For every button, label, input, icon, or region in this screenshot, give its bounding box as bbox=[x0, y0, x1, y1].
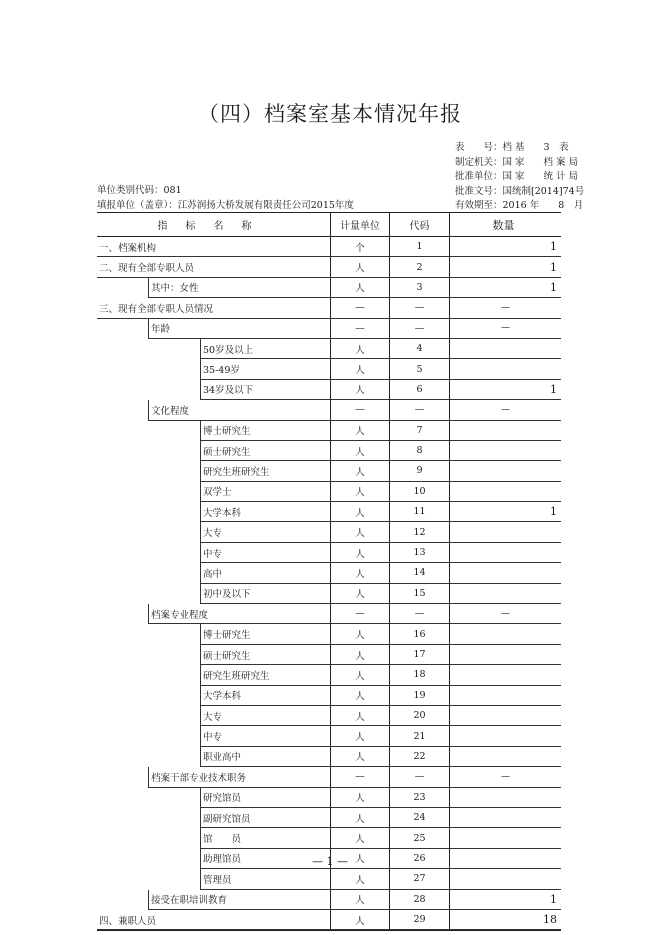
row-qty: 1 bbox=[449, 237, 561, 257]
row-qty: 18 bbox=[449, 910, 561, 930]
row-unit: 人 bbox=[330, 339, 389, 359]
row-code: 11 bbox=[389, 502, 449, 522]
row-name: 35-49岁 bbox=[200, 359, 330, 379]
table-row bbox=[97, 910, 561, 930]
row-name-cell bbox=[97, 788, 330, 808]
table-row bbox=[97, 665, 561, 685]
row-qty bbox=[449, 747, 561, 767]
table-row bbox=[97, 726, 561, 746]
row-qty bbox=[449, 584, 561, 604]
row-code: — bbox=[389, 319, 449, 339]
row-code: 6 bbox=[389, 380, 449, 400]
table-header bbox=[97, 213, 561, 237]
row-name-cell bbox=[97, 298, 330, 318]
table-row bbox=[97, 604, 561, 624]
row-name-cell bbox=[97, 380, 330, 400]
row-name-cell bbox=[97, 767, 330, 787]
header-unit: 计量单位 bbox=[330, 213, 389, 236]
row-code: 8 bbox=[389, 441, 449, 461]
row-name-cell bbox=[97, 910, 330, 930]
table-row bbox=[97, 543, 561, 563]
row-name: 接受在职培训教育 bbox=[148, 890, 330, 910]
table-row bbox=[97, 645, 561, 665]
row-unit: 人 bbox=[330, 461, 389, 481]
row-unit: 人 bbox=[330, 563, 389, 583]
row-qty bbox=[449, 482, 561, 502]
row-qty bbox=[449, 828, 561, 848]
header-code: 代码 bbox=[389, 213, 449, 236]
header-qty: 数量 bbox=[449, 213, 561, 236]
row-code: 14 bbox=[389, 563, 449, 583]
table-row bbox=[97, 767, 561, 787]
table-row bbox=[97, 257, 561, 277]
row-name-cell bbox=[97, 461, 330, 481]
row-name: 馆 员 bbox=[200, 828, 330, 848]
row-unit: 人 bbox=[330, 278, 389, 298]
row-unit: 个 bbox=[330, 237, 389, 257]
row-code: 9 bbox=[389, 461, 449, 481]
row-code: — bbox=[389, 767, 449, 787]
row-unit: 人 bbox=[330, 380, 389, 400]
row-code: — bbox=[389, 604, 449, 624]
row-unit: 人 bbox=[330, 584, 389, 604]
row-name-cell bbox=[97, 563, 330, 583]
row-qty bbox=[449, 808, 561, 828]
row-name: 双学士 bbox=[200, 482, 330, 502]
row-unit: 人 bbox=[330, 910, 389, 930]
row-name: 一、档案机构 bbox=[97, 237, 330, 257]
row-code: 29 bbox=[389, 910, 449, 930]
row-name: 文化程度 bbox=[148, 400, 330, 420]
row-name-cell bbox=[97, 339, 330, 359]
row-qty bbox=[449, 665, 561, 685]
table-row bbox=[97, 869, 561, 889]
page-title: （四）档案室基本情况年报 bbox=[198, 102, 462, 126]
table-row bbox=[97, 461, 561, 481]
row-name-cell bbox=[97, 665, 330, 685]
row-name: 硕士研究生 bbox=[200, 645, 330, 665]
row-code: 24 bbox=[389, 808, 449, 828]
row-unit: 人 bbox=[330, 788, 389, 808]
reporting-info bbox=[97, 184, 354, 213]
row-name: 副研究馆员 bbox=[200, 808, 330, 828]
row-code: 3 bbox=[389, 278, 449, 298]
row-code: 21 bbox=[389, 726, 449, 746]
row-name: 大学本科 bbox=[200, 686, 330, 706]
row-name-cell bbox=[97, 237, 330, 257]
form-metadata bbox=[455, 141, 584, 214]
row-qty bbox=[449, 421, 561, 441]
row-name: 档案专业程度 bbox=[148, 604, 330, 624]
row-qty bbox=[449, 706, 561, 726]
row-name-cell bbox=[97, 421, 330, 441]
row-qty: 1 bbox=[449, 278, 561, 298]
row-qty bbox=[449, 645, 561, 665]
row-qty bbox=[449, 441, 561, 461]
row-name: 管理员 bbox=[200, 869, 330, 889]
meta-issuing-authority: 制定机关： 国 家 档 案 局 bbox=[455, 156, 579, 168]
row-qty: — bbox=[449, 604, 561, 624]
row-name-cell bbox=[97, 808, 330, 828]
meta-form-number: 表 号： 档 基 3 表 bbox=[455, 142, 569, 153]
row-code: 7 bbox=[389, 421, 449, 441]
row-unit: 人 bbox=[330, 359, 389, 379]
row-unit: 人 bbox=[330, 502, 389, 522]
row-unit: 人 bbox=[330, 665, 389, 685]
row-name: 档案干部专业技术职务 bbox=[148, 767, 330, 787]
row-code: — bbox=[389, 298, 449, 318]
row-unit: 人 bbox=[330, 706, 389, 726]
row-name: 研究生班研究生 bbox=[200, 461, 330, 481]
row-code: 28 bbox=[389, 890, 449, 910]
table-row bbox=[97, 319, 561, 339]
row-code: 19 bbox=[389, 686, 449, 706]
table-row bbox=[97, 706, 561, 726]
row-name: 高中 bbox=[200, 563, 330, 583]
row-name: 年龄 bbox=[148, 319, 330, 339]
row-name-cell bbox=[97, 319, 330, 339]
meta-valid-until: 有效期至： 2016 年 8 月 bbox=[455, 200, 584, 211]
row-unit: 人 bbox=[330, 257, 389, 277]
row-unit: 人 bbox=[330, 747, 389, 767]
meta-approving-unit: 批准单位： 国 家 统 计 局 bbox=[455, 171, 579, 182]
page-number: — 1 — bbox=[312, 855, 348, 868]
row-name: 初中及以下 bbox=[200, 584, 330, 604]
row-code: 20 bbox=[389, 706, 449, 726]
table-row bbox=[97, 584, 561, 604]
row-qty: — bbox=[449, 400, 561, 420]
row-name: 助理馆员 bbox=[200, 849, 330, 869]
table-row bbox=[97, 522, 561, 542]
row-name: 研究馆员 bbox=[200, 788, 330, 808]
row-name: 三、现有全部专职人员情况 bbox=[97, 298, 330, 318]
row-unit: 人 bbox=[330, 849, 389, 869]
row-name-cell bbox=[97, 543, 330, 563]
row-code: 12 bbox=[389, 522, 449, 542]
row-unit: 人 bbox=[330, 421, 389, 441]
row-name-cell bbox=[97, 747, 330, 767]
row-unit: 人 bbox=[330, 624, 389, 644]
table-row bbox=[97, 237, 561, 257]
row-qty bbox=[449, 461, 561, 481]
row-code: 10 bbox=[389, 482, 449, 502]
row-qty bbox=[449, 563, 561, 583]
table-row bbox=[97, 482, 561, 502]
table-row bbox=[97, 339, 561, 359]
row-name: 50岁及以上 bbox=[200, 339, 330, 359]
table-row bbox=[97, 624, 561, 644]
row-unit: 人 bbox=[330, 890, 389, 910]
row-code: 1 bbox=[389, 237, 449, 257]
table-row bbox=[97, 441, 561, 461]
row-name: 中专 bbox=[200, 726, 330, 746]
report-table bbox=[97, 212, 561, 931]
table-row bbox=[97, 828, 561, 848]
table-row bbox=[97, 278, 561, 298]
row-code: 18 bbox=[389, 665, 449, 685]
row-qty bbox=[449, 686, 561, 706]
row-name: 职业高中 bbox=[200, 747, 330, 767]
reporting-unit: 填报单位（盖章）：江苏润扬大桥发展有限责任公司2015年度 bbox=[97, 199, 354, 211]
row-code: 25 bbox=[389, 828, 449, 848]
row-qty bbox=[449, 359, 561, 379]
row-name-cell bbox=[97, 584, 330, 604]
row-unit: 人 bbox=[330, 828, 389, 848]
row-unit: 人 bbox=[330, 441, 389, 461]
row-name: 其中：女性 bbox=[148, 278, 330, 298]
table-row bbox=[97, 502, 561, 522]
row-name-cell bbox=[97, 726, 330, 746]
category-code: 单位类别代码：081 bbox=[97, 185, 182, 196]
table-row bbox=[97, 380, 561, 400]
row-qty bbox=[449, 869, 561, 889]
row-unit: — bbox=[330, 604, 389, 624]
row-name-cell bbox=[97, 890, 330, 910]
row-name: 博士研究生 bbox=[200, 624, 330, 644]
row-unit: — bbox=[330, 319, 389, 339]
row-name-cell bbox=[97, 482, 330, 502]
row-qty bbox=[449, 788, 561, 808]
table-row bbox=[97, 788, 561, 808]
table-row bbox=[97, 298, 561, 318]
row-unit: — bbox=[330, 767, 389, 787]
row-name: 四、兼职人员 bbox=[97, 910, 330, 930]
row-name-cell bbox=[97, 828, 330, 848]
row-name: 34岁及以下 bbox=[200, 380, 330, 400]
table-row bbox=[97, 400, 561, 420]
table-row bbox=[97, 747, 561, 767]
row-name-cell bbox=[97, 441, 330, 461]
row-name-cell bbox=[97, 869, 330, 889]
row-code: 15 bbox=[389, 584, 449, 604]
row-unit: 人 bbox=[330, 726, 389, 746]
row-qty bbox=[449, 543, 561, 563]
row-name-cell bbox=[97, 706, 330, 726]
row-name-cell bbox=[97, 604, 330, 624]
row-name: 硕士研究生 bbox=[200, 441, 330, 461]
row-unit: — bbox=[330, 400, 389, 420]
row-name: 二、现有全部专职人员 bbox=[97, 257, 330, 277]
row-name-cell bbox=[97, 502, 330, 522]
row-code: 17 bbox=[389, 645, 449, 665]
row-code: 16 bbox=[389, 624, 449, 644]
row-qty: 1 bbox=[449, 380, 561, 400]
table-row bbox=[97, 808, 561, 828]
row-name-cell bbox=[97, 400, 330, 420]
row-code: 26 bbox=[389, 849, 449, 869]
row-name-cell bbox=[97, 522, 330, 542]
row-unit: 人 bbox=[330, 482, 389, 502]
row-code: 4 bbox=[389, 339, 449, 359]
row-qty: 1 bbox=[449, 890, 561, 910]
row-unit: 人 bbox=[330, 645, 389, 665]
row-name: 博士研究生 bbox=[200, 421, 330, 441]
row-name: 大学本科 bbox=[200, 502, 330, 522]
table-row bbox=[97, 890, 561, 910]
table-row bbox=[97, 359, 561, 379]
row-qty: — bbox=[449, 319, 561, 339]
row-code: 5 bbox=[389, 359, 449, 379]
row-unit: 人 bbox=[330, 808, 389, 828]
row-name: 研究生班研究生 bbox=[200, 665, 330, 685]
row-name-cell bbox=[97, 686, 330, 706]
row-name-cell bbox=[97, 278, 330, 298]
row-name: 大专 bbox=[200, 706, 330, 726]
table-row bbox=[97, 686, 561, 706]
row-name-cell bbox=[97, 624, 330, 644]
row-unit: 人 bbox=[330, 522, 389, 542]
row-code: 13 bbox=[389, 543, 449, 563]
row-qty bbox=[449, 339, 561, 359]
row-name: 中专 bbox=[200, 543, 330, 563]
row-name-cell bbox=[97, 645, 330, 665]
row-name: 大专 bbox=[200, 522, 330, 542]
header-name: 指标名称 bbox=[157, 221, 270, 232]
row-qty bbox=[449, 726, 561, 746]
meta-approval-number: 批准文号： 国统制[2014]74号 bbox=[455, 185, 585, 197]
row-name-cell bbox=[97, 359, 330, 379]
table-row bbox=[97, 421, 561, 441]
row-qty: 1 bbox=[449, 502, 561, 522]
row-qty bbox=[449, 624, 561, 644]
row-qty: — bbox=[449, 767, 561, 787]
row-qty bbox=[449, 522, 561, 542]
row-unit: 人 bbox=[330, 686, 389, 706]
table-row bbox=[97, 563, 561, 583]
row-unit: 人 bbox=[330, 543, 389, 563]
row-qty: — bbox=[449, 298, 561, 318]
row-code: 22 bbox=[389, 747, 449, 767]
row-code: 27 bbox=[389, 869, 449, 889]
row-unit: 人 bbox=[330, 869, 389, 889]
row-code: 2 bbox=[389, 257, 449, 277]
row-unit: — bbox=[330, 298, 389, 318]
row-code: 23 bbox=[389, 788, 449, 808]
row-code: — bbox=[389, 400, 449, 420]
row-qty: 1 bbox=[449, 257, 561, 277]
row-name-cell bbox=[97, 257, 330, 277]
